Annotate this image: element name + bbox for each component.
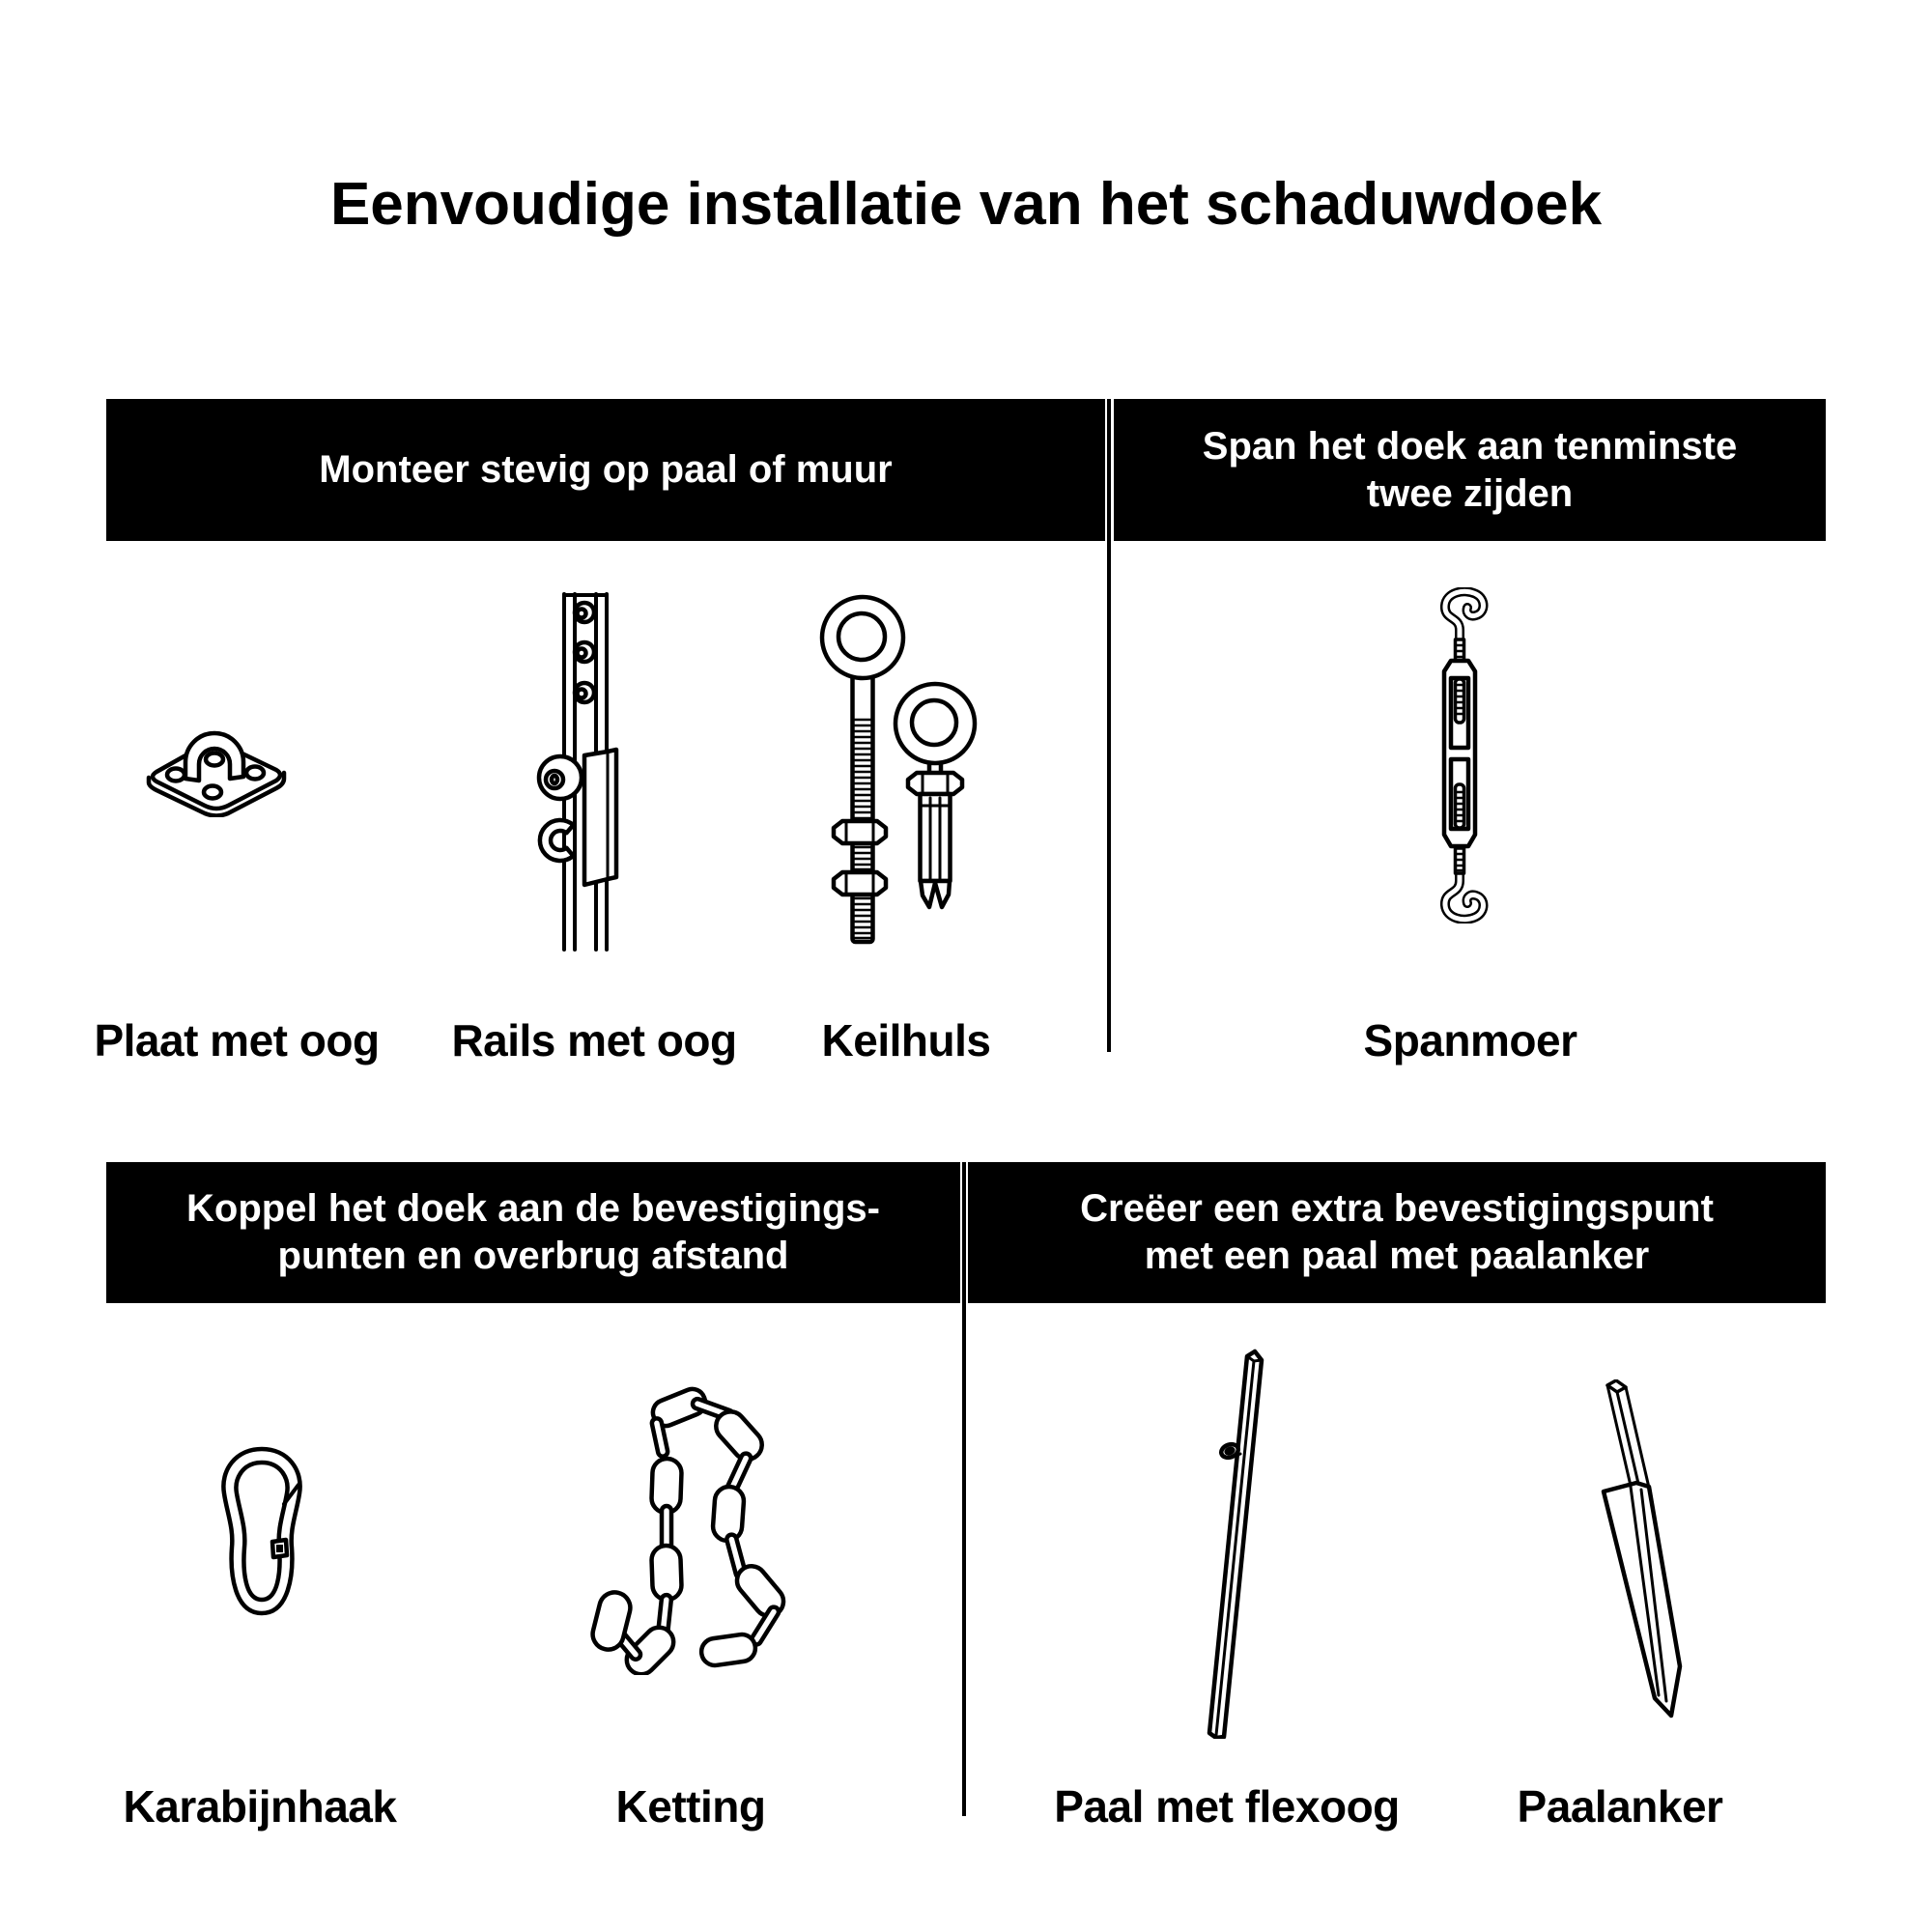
- header-bar-extra-point-line2: met een paal met paalanker: [1144, 1235, 1650, 1277]
- header-bar-extra-point: [968, 1162, 1826, 1303]
- header-bar-mount-line1: Monteer stevig op paal of muur: [319, 448, 893, 492]
- turnbuckle-icon: [1435, 587, 1497, 923]
- carabiner-icon: [214, 1445, 309, 1617]
- header-bar-mount: [106, 399, 1105, 541]
- pole-with-flex-eye-icon: [1204, 1349, 1271, 1739]
- item-label-rails-met-oog: Rails met oog: [451, 1015, 737, 1065]
- chain-icon: [590, 1381, 791, 1675]
- header-bar-tension-line2: twee zijden: [1366, 471, 1574, 515]
- anchor-bolt-icon: [814, 589, 980, 947]
- header-bar-tension: [1114, 399, 1826, 541]
- header-bar-connect: [106, 1162, 960, 1303]
- ground-anchor-icon: [1594, 1379, 1687, 1719]
- item-label-keilhuls: Keilhuls: [821, 1015, 991, 1065]
- page-title: Eenvoudige installatie van het schaduwdoek: [329, 171, 1603, 238]
- column-divider-bottom: [962, 1162, 966, 1816]
- item-label-ketting: Ketting: [615, 1781, 766, 1832]
- rail-with-eye-icon: [536, 575, 628, 971]
- item-label-plaat-met-oog: Plaat met oog: [94, 1015, 380, 1065]
- header-bar-connect-line2: punten en overbrug afstand: [277, 1235, 789, 1277]
- header-bar-tension-line1: Span het doek aan tenminste: [1202, 424, 1738, 468]
- header-bar-connect-line1: Koppel het doek aan de bevestigings-: [186, 1187, 880, 1231]
- item-label-spanmoer: Spanmoer: [1363, 1015, 1577, 1065]
- header-bar-extra-point-line1: Creëer een extra bevestigingspunt: [1080, 1187, 1714, 1231]
- plate-with-eye-icon: [143, 719, 290, 817]
- item-label-paalanker: Paalanker: [1517, 1781, 1723, 1832]
- item-label-paal-met-flexoog: Paal met flexoog: [1054, 1781, 1400, 1832]
- item-label-karabijnhaak: Karabijnhaak: [123, 1781, 397, 1832]
- column-divider-top: [1107, 399, 1111, 1052]
